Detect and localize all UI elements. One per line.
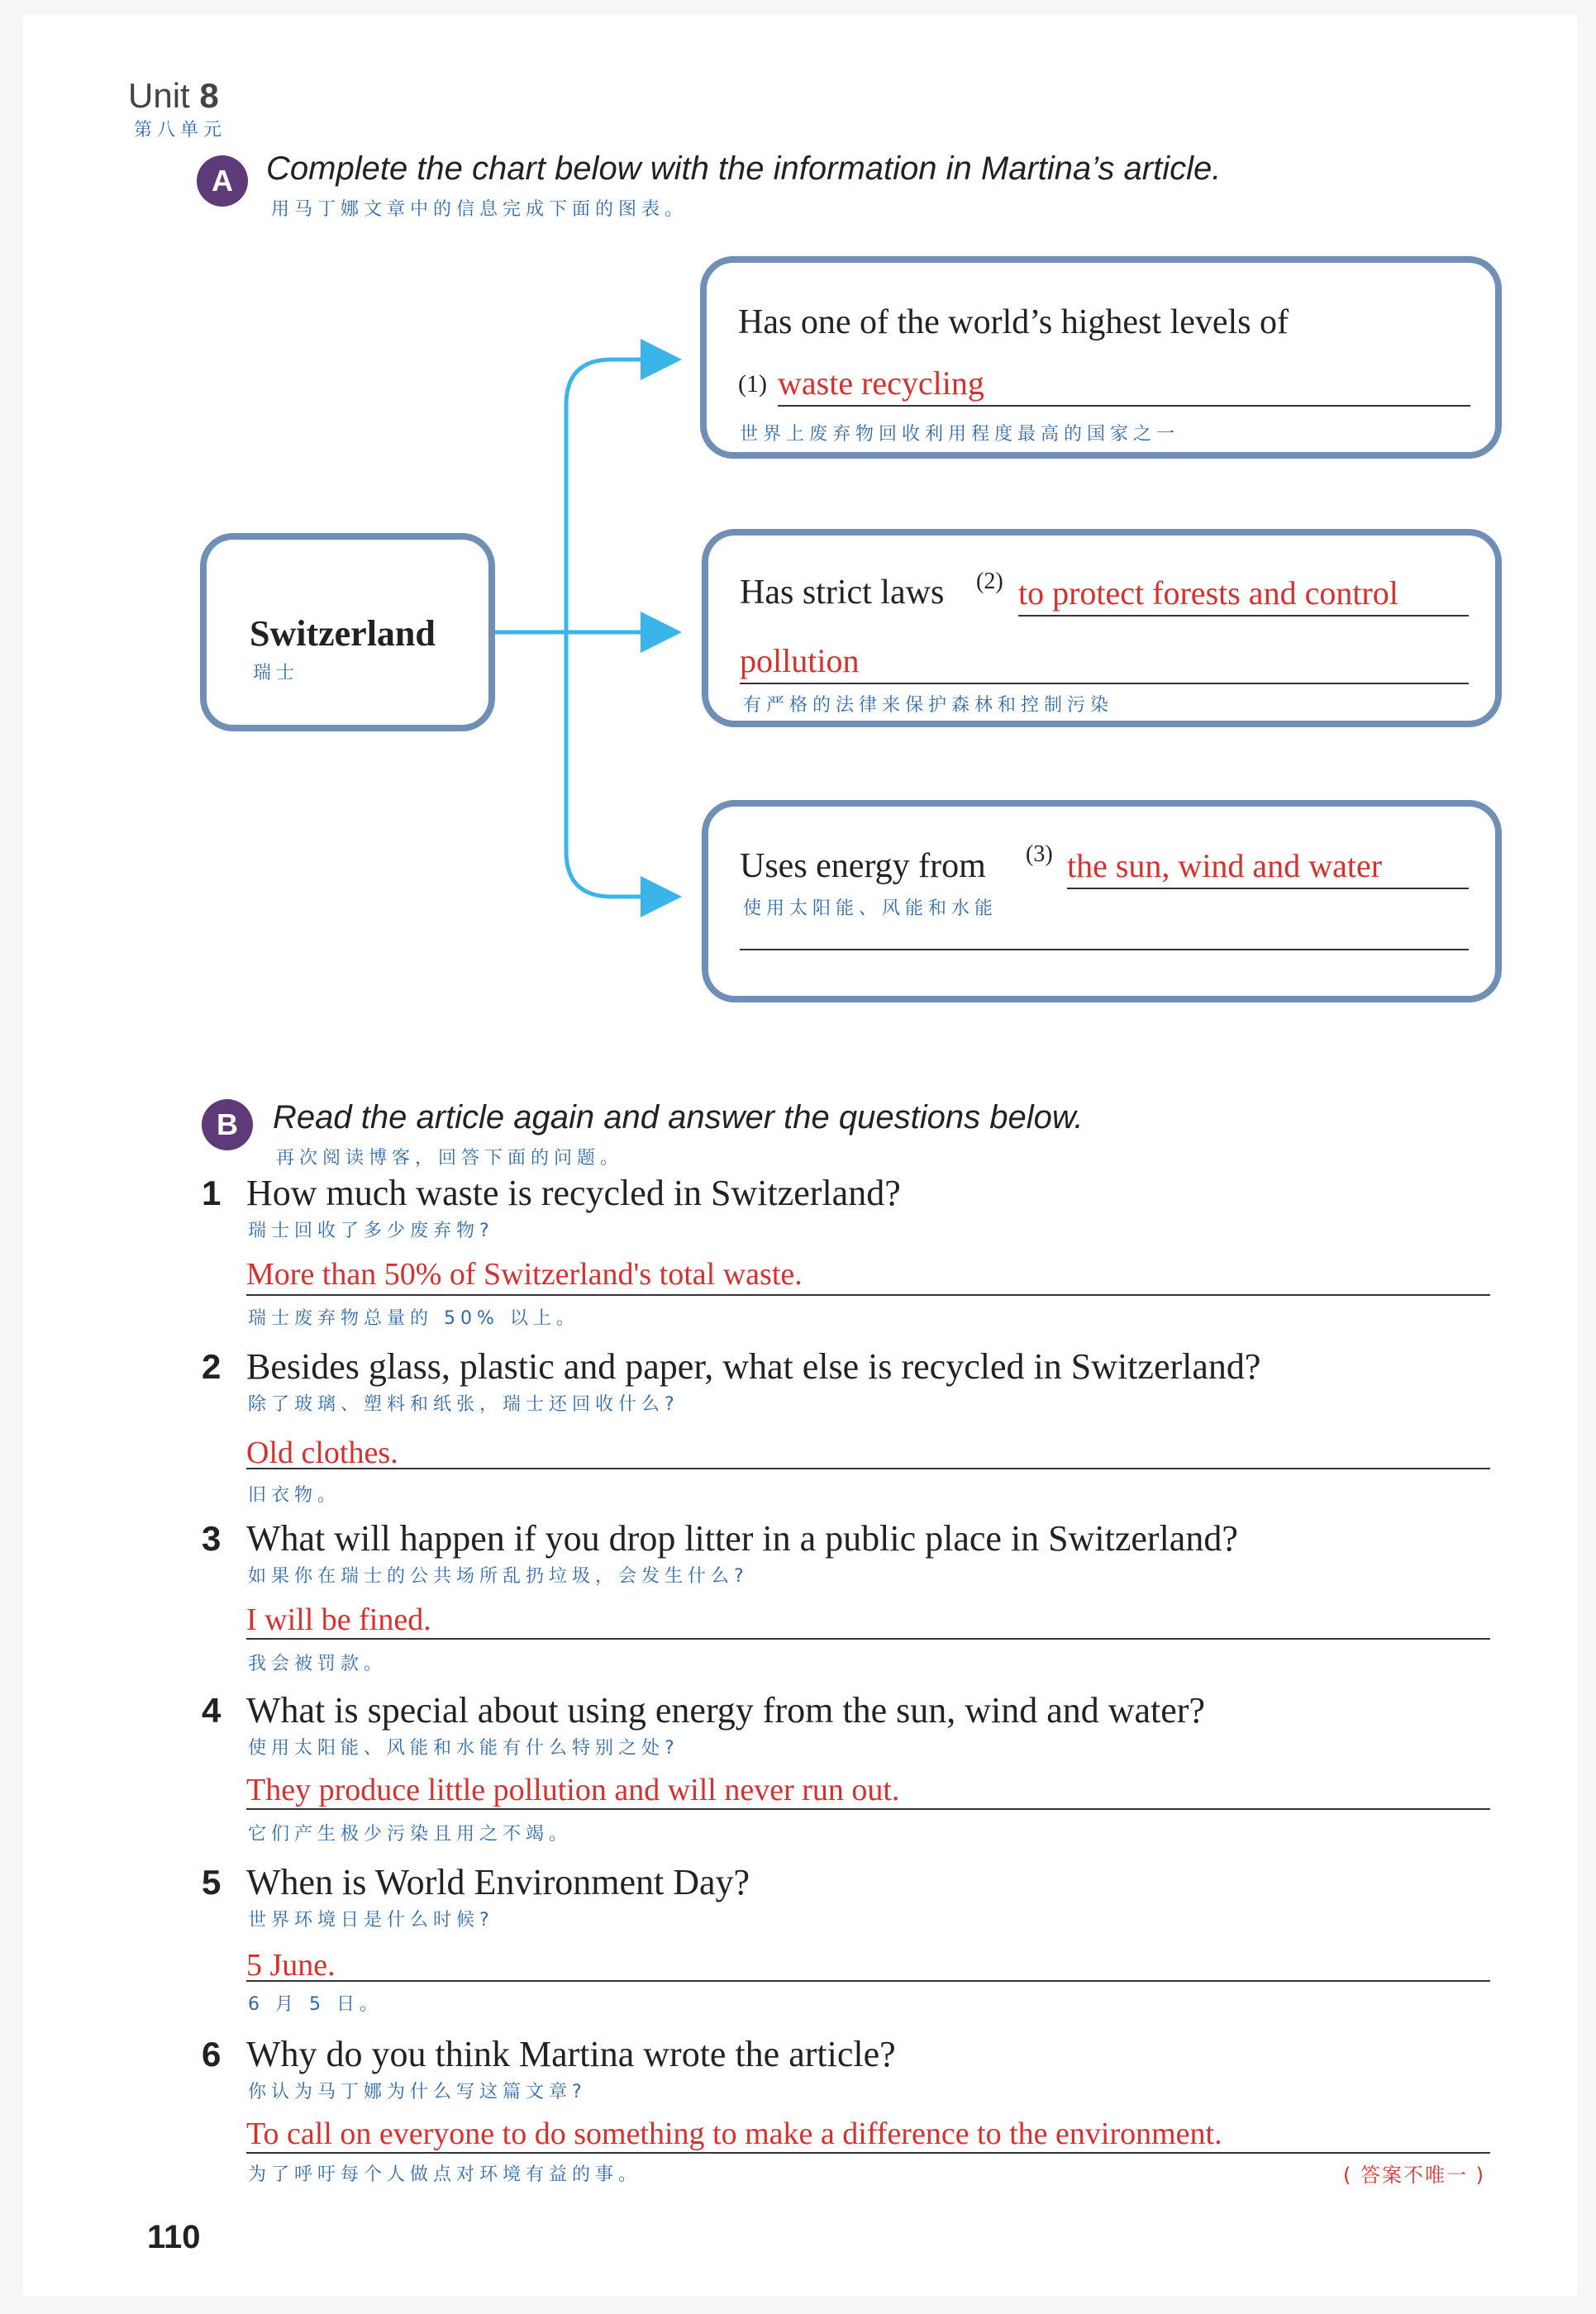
- answer-5-cn: 6 月 5 日。: [248, 1994, 383, 2015]
- fact-3-extra-line: [740, 949, 1469, 950]
- unit-heading: [128, 76, 219, 116]
- fact-box-3: [702, 800, 1502, 1002]
- answer-1-cn: 瑞士废弃物总量的 50% 以上。: [248, 1308, 579, 1329]
- fact-2-answer: to protect forests and control: [1018, 574, 1398, 612]
- answer-5: 5 June.: [246, 1948, 336, 1983]
- fact-3-answer-line: [1067, 888, 1469, 889]
- fact-1-number: (1): [738, 370, 767, 398]
- fact-1-prompt: Has one of the world’s highest levels of: [738, 303, 1289, 341]
- answer-4-cn: 它们产生极少污染且用之不竭。: [248, 1824, 573, 1845]
- question-5-cn: 世界环境日是什么时候?: [248, 1910, 494, 1931]
- answer-2: Old clothes.: [246, 1436, 398, 1470]
- section-a-badge: A: [197, 155, 248, 207]
- question-2-number: 2: [202, 1347, 222, 1386]
- fact-2-prompt: Has strict laws: [740, 574, 945, 612]
- answer-4: They produce little pollution and will never run out.: [246, 1773, 900, 1807]
- section-b-instruction-cn: 再次阅读博客，回答下面的问题。: [276, 1148, 624, 1169]
- question-1-number: 1: [202, 1174, 222, 1212]
- answer-2-cn: 旧衣物。: [248, 1485, 341, 1506]
- switzerland-box: [200, 533, 495, 731]
- section-b-badge: B: [202, 1099, 253, 1150]
- unit-cn: 第八单元: [134, 120, 227, 140]
- connector-top: [566, 359, 665, 631]
- fact-2-answer-cont: pollution: [740, 642, 860, 679]
- question-1-text: How much waste is recycled in Switzerland?: [246, 1173, 901, 1213]
- question-2-cn: 除了玻璃、塑料和纸张，瑞士还回收什么?: [248, 1394, 679, 1415]
- section-a-instruction: Complete the chart below with the information in Martina’s article.: [266, 150, 1222, 187]
- question-3-text: What will happen if you drop litter in a public place in Switzerland?: [246, 1518, 1238, 1559]
- question-4-text: What is special about using energy from the sun, wind and water?: [246, 1690, 1205, 1731]
- answer-1: More than 50% of Switzerland's total waste.: [246, 1257, 803, 1292]
- chart-connectors: [479, 339, 694, 917]
- question-4-cn: 使用太阳能、风能和水能有什么特别之处?: [248, 1738, 679, 1759]
- unit-number: 8: [199, 76, 219, 115]
- fact-1-answer-line: [778, 405, 1470, 407]
- section-a-instruction-cn: 用马丁娜文章中的信息完成下面的图表。: [271, 199, 688, 220]
- fact-2-answer-line: [1018, 615, 1469, 617]
- fact-3-prompt: Uses energy from: [740, 847, 986, 885]
- question-6-cn: 你认为马丁娜为什么写这篇文章?: [248, 2082, 587, 2102]
- answer-3-line: [246, 1638, 1490, 1640]
- question-5-number: 5: [202, 1863, 222, 1902]
- fact-1-cn: 世界上废弃物回收利用程度最高的国家之一: [740, 424, 1180, 445]
- unit-label: Unit: [128, 76, 190, 115]
- section-b-instruction: Read the article again and answer the questions below.: [273, 1099, 1084, 1136]
- fact-1-answer: waste recycling: [778, 364, 984, 402]
- fact-2-answer-cont-line: [740, 683, 1469, 684]
- answer-6-line: [246, 2152, 1490, 2154]
- answer-2-line: [246, 1468, 1490, 1469]
- answer-3-cn: 我会被罚款。: [248, 1654, 388, 1674]
- fact-3-cn: 使用太阳能、风能和水能: [743, 898, 998, 919]
- answer-4-line: [246, 1808, 1490, 1810]
- page-number: 110: [147, 2219, 201, 2255]
- switzerland-title: Switzerland: [250, 613, 436, 654]
- answer-6-cn: 为了呼吁每个人做点对环境有益的事。: [248, 2164, 642, 2185]
- question-2-text: Besides glass, plastic and paper, what else is recycled in Switzerland?: [246, 1346, 1261, 1387]
- answer-6: To call on everyone to do something to make a difference to the environment.: [246, 2116, 1222, 2151]
- answer-5-line: [246, 1980, 1490, 1982]
- question-3-cn: 如果你在瑞士的公共场所乱扔垃圾，会发生什么?: [248, 1566, 749, 1587]
- fact-3-answer: the sun, wind and water: [1067, 847, 1383, 884]
- fact-2-cn: 有严格的法律来保护森林和控制污染: [743, 695, 1114, 716]
- answer-note: ( 答案不唯一 ): [1343, 2164, 1485, 2187]
- switzerland-cn: 瑞士: [253, 663, 300, 683]
- answer-3: I will be fined.: [246, 1602, 431, 1637]
- fact-box-2: [702, 529, 1502, 727]
- connector-bottom: [566, 631, 665, 897]
- question-6-number: 6: [202, 2035, 222, 2074]
- question-3-number: 3: [202, 1519, 222, 1558]
- fact-box-1: [700, 256, 1502, 459]
- fact-2-number: (2): [976, 569, 1003, 594]
- question-5-text: When is World Environment Day?: [246, 1862, 750, 1902]
- question-6-text: Why do you think Martina wrote the article?: [246, 2034, 896, 2074]
- fact-3-number: (3): [1026, 841, 1053, 867]
- question-1-cn: 瑞士回收了多少废弃物?: [248, 1221, 494, 1241]
- answer-1-line: [246, 1294, 1490, 1296]
- question-4-number: 4: [202, 1691, 222, 1730]
